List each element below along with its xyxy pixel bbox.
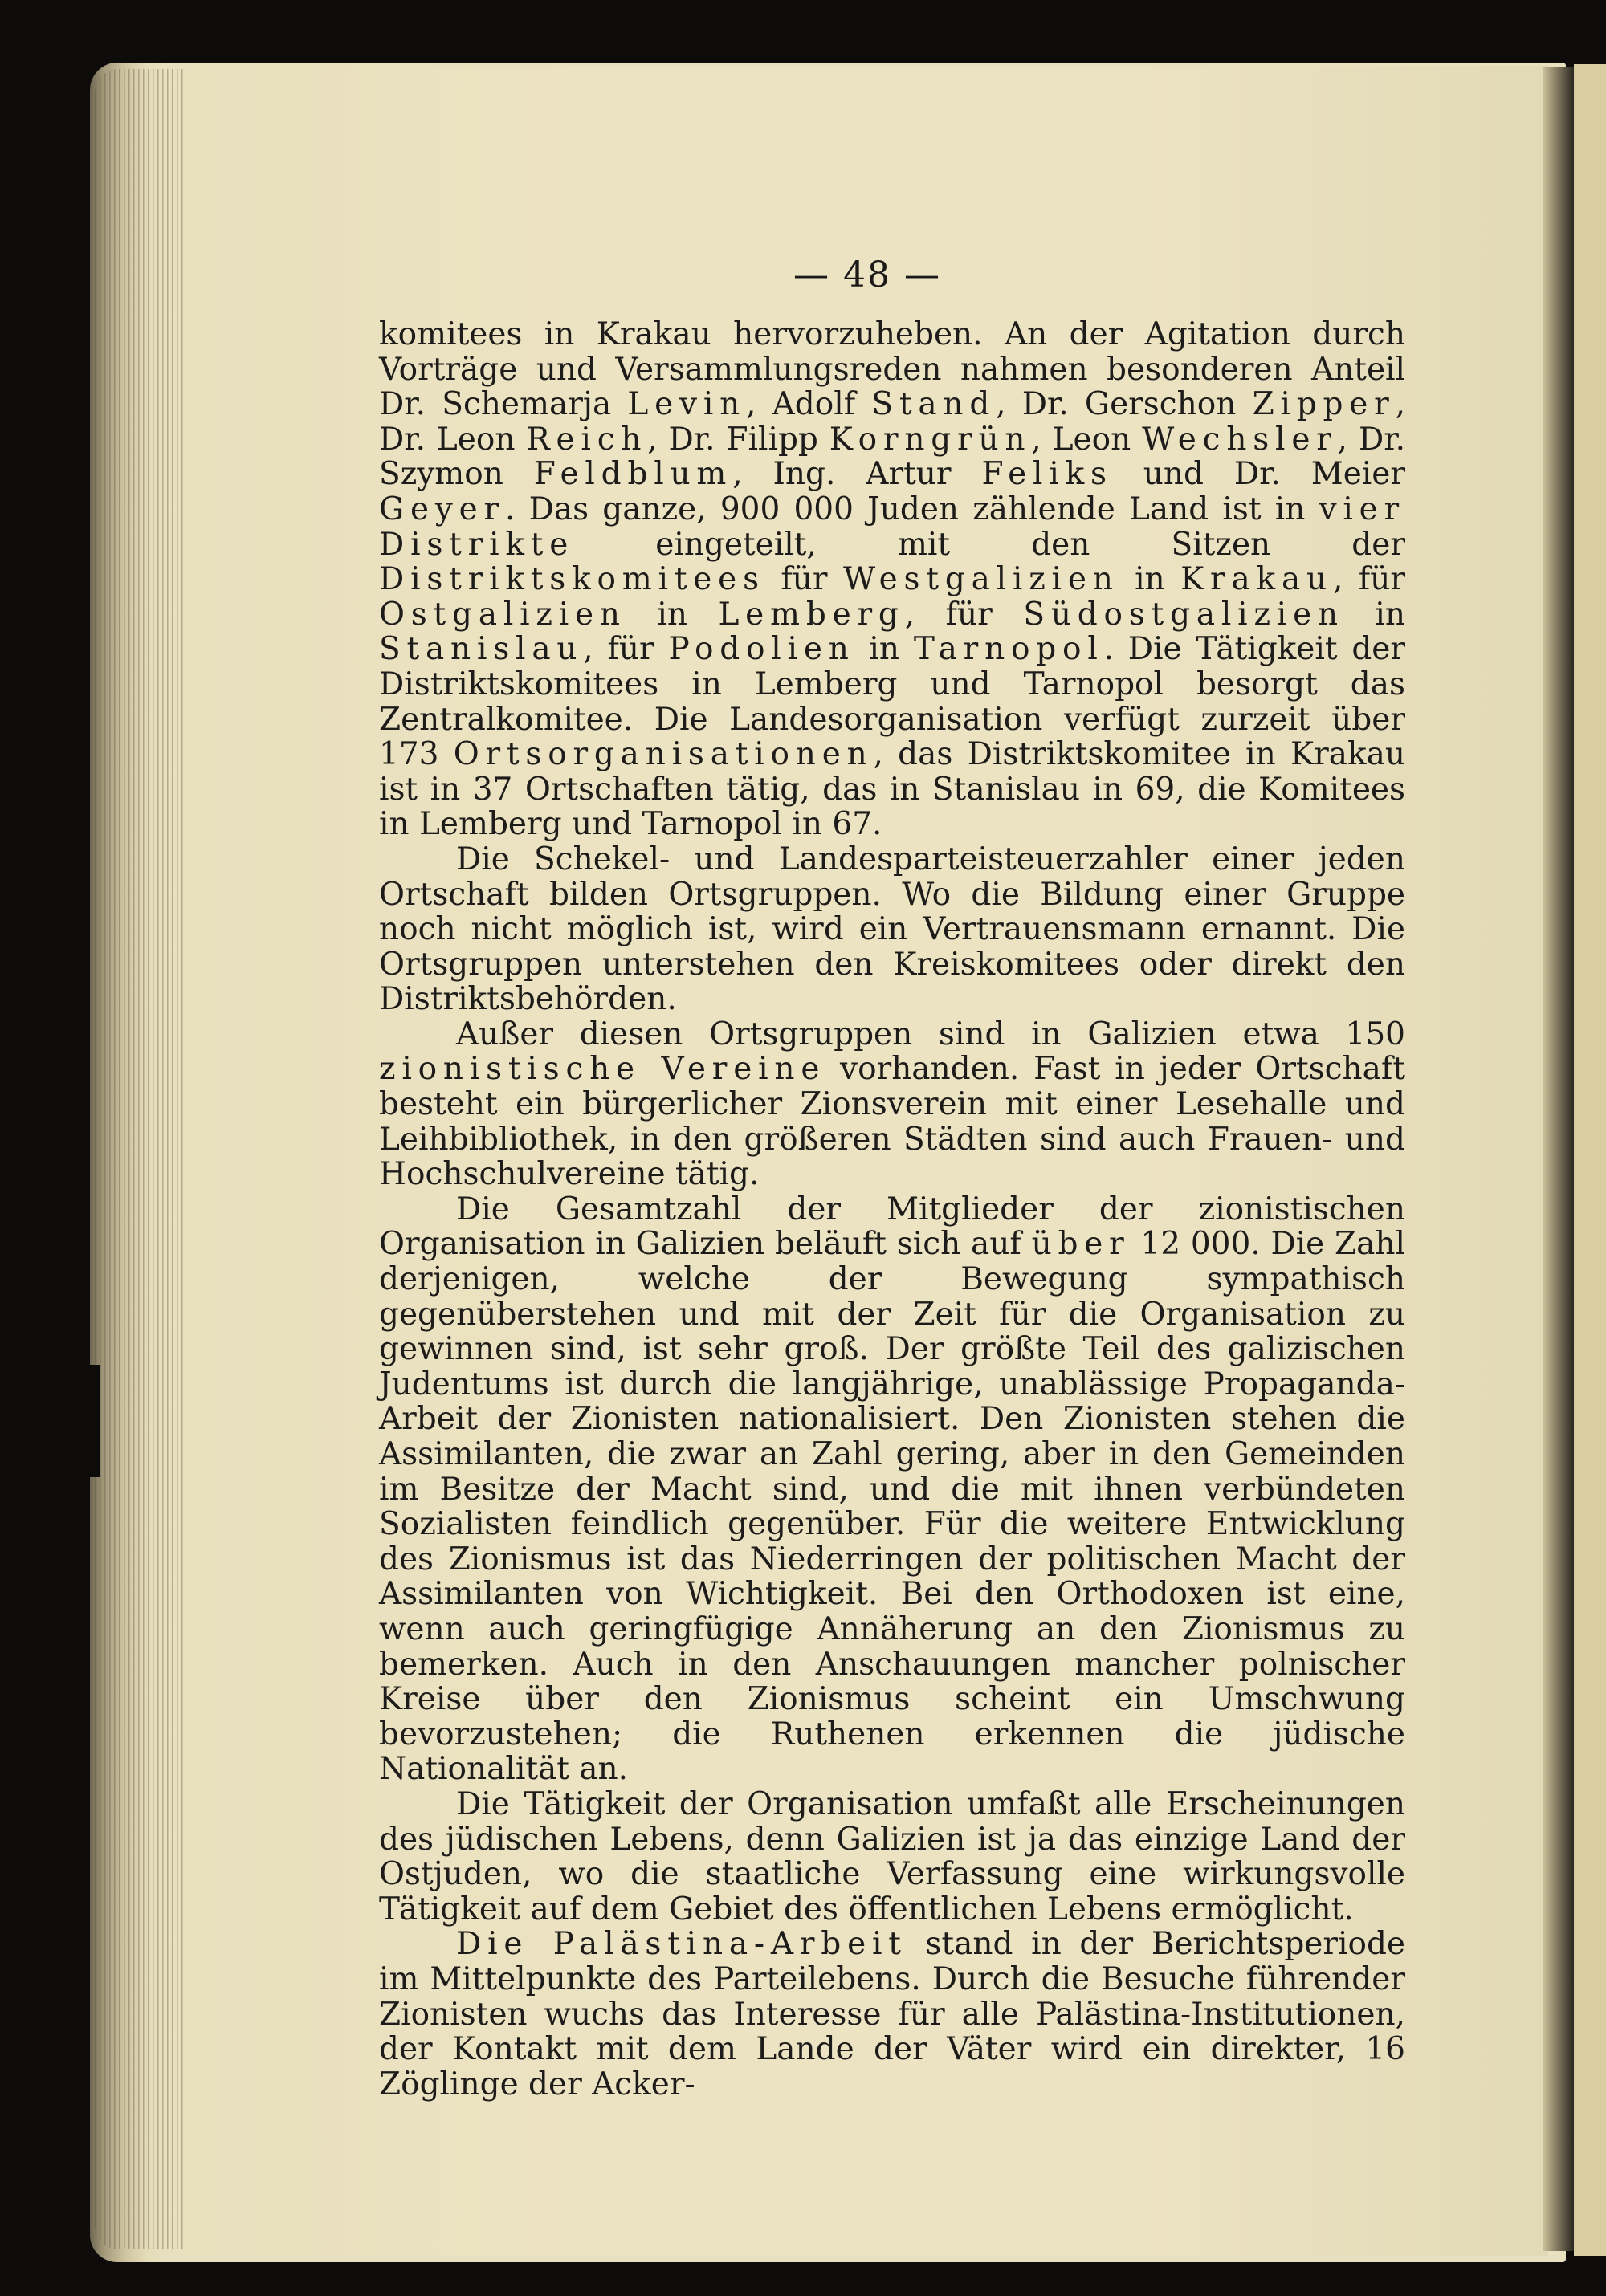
spaced-emphasis: Ortsorganisationen [453,736,874,773]
text-run: eingeteilt, mit den Sitzen der [574,526,1405,563]
spaced-emphasis: Podolien [668,631,855,668]
text-run: , Dr. Leon [379,386,1406,458]
paragraph [379,1017,1405,1192]
text-run: , für [904,596,1024,633]
text-run: Die Schekel- und Landesparteisteuerzahler einer jeden Ortschaft bilden Ortsgruppen. Wo die Bildung einer Gruppe noch nicht möglich ist, wird ein Vertrauensmann ernannt. Die Ortsgruppen unterstehen den Kreiskomitees oder direkt den Distriktsbehörden. [379,841,1405,1018]
text-run: , Dr. Gerschon [996,386,1253,423]
spaced-emphasis: Reich [526,421,648,458]
spaced-emphasis: Tarnopol [913,631,1104,668]
spaced-emphasis: Wechsler [1142,421,1338,458]
text-run: , für [1332,561,1405,598]
spaced-emphasis: Stanislau [379,631,584,668]
adjacent-page-edge [1574,64,1606,2256]
spaced-emphasis: Stand [871,386,997,423]
spaced-emphasis: zionistische Vereine [379,1051,826,1088]
text-run: in [1343,596,1405,633]
text-run: Die Gesamtzahl der Mitglieder der zionistischen Organisation in Galizien beläuft sich auf [379,1191,1405,1263]
text-run: , Ing. Artur [732,456,982,493]
page-edges [95,69,190,2249]
spaced-emphasis: Distriktskomitees [379,561,765,598]
text-run: , das Distriktskomitee in Krakau ist in 37 Ortschaften tätig, das in Stanislau in 69, die Komitees in Lemberg und Tarnopol in 67. [379,736,1405,843]
spaced-emphasis: Geyer [379,491,505,527]
text-run: , Dr. Szymon [379,421,1405,493]
paragraph [379,1927,1405,2102]
text-run: komitees in Krakau hervorzuheben. An der Agitation durch Vorträge und Versammlungsreden nahmen besonderen Anteil Dr. Schemarja [379,316,1405,423]
spaced-emphasis: Ostgalizien [379,596,626,633]
spaced-emphasis: Die Palästina-Arbeit [456,1926,907,1963]
spaced-emphasis: Feliks [981,456,1113,493]
page-gutter [1543,67,1574,2251]
text-run: in [854,631,914,668]
spaced-emphasis: Lemberg [718,596,905,633]
text-run: . Das ganze, 900 000 Juden zählende Land ist in [505,491,1319,527]
spaced-emphasis: Südostgalizien [1023,596,1344,633]
text-run: für [764,561,843,598]
text-run: , Adolf [746,386,872,423]
page-edge-shadow [90,1365,119,1477]
paragraph [379,1787,1405,1927]
spaced-emphasis: Korngrün [829,421,1032,458]
spaced-emphasis: Krakau [1180,561,1333,598]
paragraph [379,317,1405,842]
spaced-emphasis: Levin [627,386,747,423]
text-run: vorhanden. Fast in jeder Ortschaft besteht ein bürgerlicher Zionsverein mit einer Lesehalle und Leihbibliothek, in den größeren Städten sind auch Frauen- und Hochschulvereine tätig. [379,1051,1405,1193]
text-run: stand in der Berichtsperiode im Mittelpunkte des Parteilebens. Durch die Besuche führender Zionisten wuchs das Interesse für alle Palästina-Institutionen, der Kontakt mit dem Lande der Väter wird ein direkter, 16 Zöglinge der Acker- [379,1926,1406,2103]
page-number-header: — 48 — [793,254,941,295]
text-run: in [626,596,719,633]
text-run: 12 000. Die Zahl derjenigen, welche der Bewegung sympathisch gegenüberstehen und mit der Zeit für die Organisation zu gewinnen sind, ist sehr groß. Der größte Teil des galizischen Judentums ist durch die langjährige, unablässige Propaganda-Arbeit der Zionisten nationalisiert. Den Zionisten stehen die Assimilanten, die zwar an Zahl gering, aber in den Gemeinden im Besitze der Macht sind, und die mit ihnen verbündeten Sozialisten feindlich gegenüber. Für die weitere Entwicklung des Zionismus ist das Niederringen der politischen Macht der Assimilanten von Wichtigkeit. Bei den Orthodoxen ist eine, wenn auch geringfügige Annäherung an den Zionismus zu bemerken. Auch in den Anschauungen mancher polnischer Kreise über den Zionismus scheint ein Umschwung bevorzustehen; die Ruthenen erkennen die jüdische Nationalität an. [379,1226,1405,1788]
paragraph [379,842,1405,1017]
spaced-emphasis: über [1031,1226,1131,1263]
spaced-emphasis: vier Distrikte [379,491,1405,563]
body-text [379,317,1405,2102]
text-run: . Die Tätigkeit der Distriktskomitees in Lemberg und Tarnopol besorgt das Zentralkomitee. Die Landesorganisation verfügt zurzeit über 173 [379,631,1406,773]
text-run: , Dr. Filipp [647,421,829,458]
text-run: Außer diesen Ortsgruppen sind in Galizien etwa 150 [456,1016,1405,1052]
text-run: , Leon [1031,421,1143,458]
text-run: und Dr. Meier [1112,456,1406,493]
text-run: , für [583,631,669,668]
spaced-emphasis: Westgalizien [842,561,1119,598]
text-run: in [1119,561,1181,598]
spaced-emphasis: Zipper [1252,386,1396,423]
paragraph [379,1192,1405,1787]
text-run: Die Tätigkeit der Organisation umfaßt alle Erscheinungen des jüdischen Lebens, denn Galizien ist ja das einzige Land der Ostjuden, wo die staatliche Verfassung eine wirkungsvolle Tätigkeit auf dem Gebiet des öffentlichen Lebens ermöglicht. [379,1785,1405,1928]
spaced-emphasis: Feldblum [533,456,733,493]
